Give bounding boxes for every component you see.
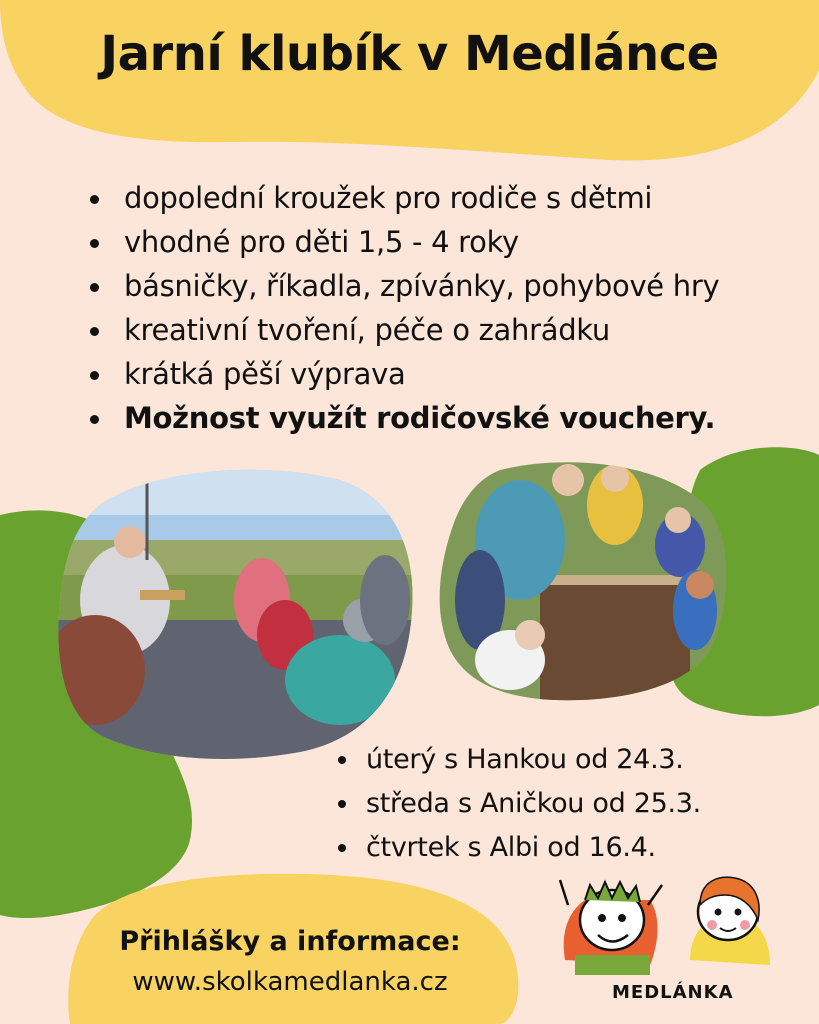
medlanka-logo-drawing xyxy=(560,877,770,975)
signup-block xyxy=(80,922,500,1002)
feature-item: dopolední kroužek pro rodiče s dětmi xyxy=(88,176,719,220)
feature-item-voucher: Možnost využít rodičovské vouchery. xyxy=(88,396,719,440)
feature-item: kreativní tvoření, péče o zahrádku xyxy=(88,308,719,352)
feature-item: krátká pěší výprava xyxy=(88,352,719,396)
schedule-item: středa s Aničkou od 25.3. xyxy=(336,782,701,826)
signup-heading: Přihlášky a informace: xyxy=(119,926,461,957)
schedule-item: čtvrtek s Albi od 16.4. xyxy=(336,826,701,870)
page-title: Jarní klubík v Medlánce xyxy=(100,26,719,82)
photo-outdoor-group xyxy=(45,455,430,770)
schedule-item: úterý s Hankou od 24.3. xyxy=(336,738,701,782)
feature-item: vhodné pro děti 1,5 - 4 roky xyxy=(88,220,719,264)
feature-list xyxy=(88,176,719,440)
feature-item: básničky, říkadla, zpívánky, pohybové hry xyxy=(88,264,719,308)
website-link[interactable]: www.skolkamedlanka.cz xyxy=(132,967,448,997)
logo-wordmark: MEDLÁNKA xyxy=(612,982,734,1003)
schedule-list xyxy=(336,738,701,870)
